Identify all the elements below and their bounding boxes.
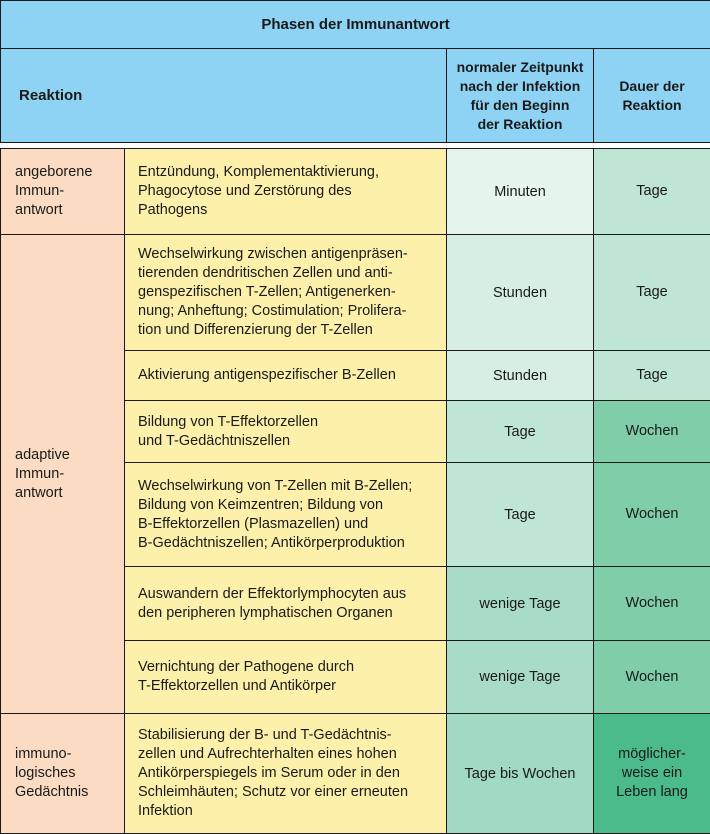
reaction-description: Auswandern der Effektorlymphocyten aus den peripheren lymphatischen Organen <box>125 567 447 641</box>
start-time: Tage <box>447 463 594 567</box>
start-time: Stunden <box>447 351 594 401</box>
reaction-description: Wechselwirkung zwischen antigenpräsen- tierenden dendritischen Zellen und anti- genspezifischen T-Zellen; Antigenerken- nung; Anheftung; Costimulation; Prolifera- tion und Differenzierung der T-Zellen <box>125 235 447 351</box>
phase-adaptive-immunantwort: adaptive Immun- antwort <box>1 235 125 714</box>
start-time: wenige Tage <box>447 567 594 641</box>
column-header-zeitpunkt: normaler Zeitpunkt nach der Infektion für den Beginn der Reaktion <box>447 49 594 143</box>
reaction-description: Aktivierung antigenspezifischer B-Zellen <box>125 351 447 401</box>
table-row <box>1 149 710 235</box>
reaction-description: Vernichtung der Pathogene durch T-Effektorzellen und Antikörper <box>125 641 447 714</box>
duration: Wochen <box>594 463 710 567</box>
duration: Wochen <box>594 401 710 463</box>
table-title: Phasen der Immunantwort <box>1 1 710 49</box>
phase-immunologisches-gedaechtnis: immuno- logisches Gedächtnis <box>1 714 125 834</box>
duration: möglicher- weise ein Leben lang <box>594 714 710 834</box>
start-time: wenige Tage <box>447 641 594 714</box>
start-time: Tage bis Wochen <box>447 714 594 834</box>
duration: Wochen <box>594 567 710 641</box>
start-time: Stunden <box>447 235 594 351</box>
reaction-description: Bildung von T-Effektorzellen und T-Gedächtniszellen <box>125 401 447 463</box>
reaction-description: Stabilisierung der B- und T-Gedächtnis- zellen und Aufrechterhalten eines hohen Antikörperspiegels im Serum oder in den Schleimhäuten; Schutz vor einer erneuten Infektion <box>125 714 447 834</box>
duration: Tage <box>594 149 710 235</box>
reaction-description: Entzündung, Komplementaktivierung, Phagocytose und Zerstörung des Pathogens <box>125 149 447 235</box>
duration: Tage <box>594 235 710 351</box>
column-header-reaktion: Reaktion <box>1 49 447 143</box>
reaction-description: Wechselwirkung von T-Zellen mit B-Zellen; Bildung von Keimzentren; Bildung von B-Effektorzellen (Plasmazellen) und B-Gedächtniszellen; Antikörperproduktion <box>125 463 447 567</box>
duration: Tage <box>594 351 710 401</box>
column-header-dauer: Dauer der Reaktion <box>594 49 710 143</box>
table-row <box>1 235 710 351</box>
start-time: Minuten <box>447 149 594 235</box>
table-row <box>1 714 710 834</box>
phase-angeborene-immunantwort: angeborene Immun- antwort <box>1 149 125 235</box>
duration: Wochen <box>594 641 710 714</box>
start-time: Tage <box>447 401 594 463</box>
